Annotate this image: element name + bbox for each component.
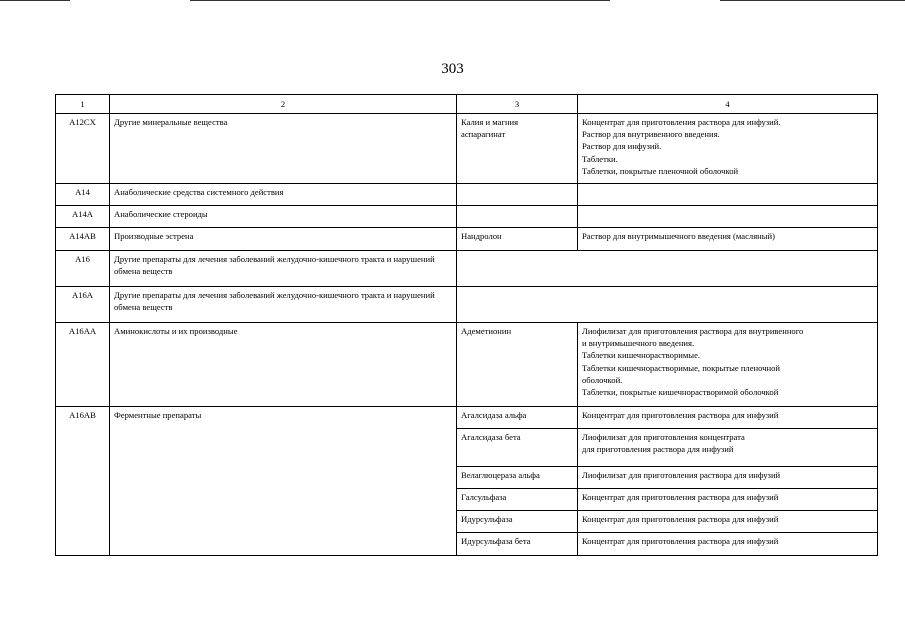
drug-name: Идурсульфаза бета xyxy=(457,533,578,556)
drug-name: Велаглюцераза альфа xyxy=(457,467,578,489)
header-row xyxy=(56,95,878,114)
drug-name-line: Калия и магния xyxy=(461,117,519,127)
group-name: Другие препараты для лечения заболеваний желудочно-кишечного тракта и нарушений обмена веществ xyxy=(110,287,457,323)
table-row xyxy=(56,407,878,429)
empty-merged-cell xyxy=(457,287,878,323)
dosage-form-line: Лиофилизат для приготовления раствора для внутривенного xyxy=(582,326,804,336)
atc-code: A14AB xyxy=(56,228,110,251)
group-name: Другие минеральные вещества xyxy=(110,114,457,184)
atc-code: A16A xyxy=(56,287,110,323)
header-col-1: 1 xyxy=(56,95,110,114)
table-row xyxy=(56,287,878,323)
drug-name: Нандролон xyxy=(457,228,578,251)
dosage-forms xyxy=(578,184,878,206)
atc-code: A16AA xyxy=(56,323,110,407)
drug-name: Агалсидаза альфа xyxy=(457,407,578,429)
dosage-form-line: Таблетки, покрытые кишечнорастворимой оболочкой xyxy=(582,387,779,398)
group-name: Анаболические стероиды xyxy=(110,206,457,228)
table-row xyxy=(56,323,878,407)
atc-code: A16 xyxy=(56,251,110,287)
scan-edge-left xyxy=(0,0,70,1)
dosage-form-line: Лиофилизат для приготовления концентрата xyxy=(582,432,745,442)
dosage-forms xyxy=(578,206,878,228)
dosage-forms: Концентрат для приготовления раствора для инфузий xyxy=(578,489,878,511)
drug-name-line: аспарагинат xyxy=(461,129,506,140)
table-row xyxy=(56,228,878,251)
header-col-3: 3 xyxy=(457,95,578,114)
atc-code: A14A xyxy=(56,206,110,228)
drug-name: Галсульфаза xyxy=(457,489,578,511)
scan-edge-middle xyxy=(190,0,610,1)
drug-registry-table xyxy=(55,94,878,556)
dosage-form-line: оболочкой. xyxy=(582,374,623,385)
page-number: 303 xyxy=(441,61,464,77)
group-name: Анаболические средства системного действия xyxy=(110,184,457,206)
dosage-forms xyxy=(578,429,878,467)
table-row xyxy=(56,184,878,206)
drug-name: Идурсульфаза xyxy=(457,511,578,533)
empty-merged-cell xyxy=(457,251,878,287)
dosage-forms: Концентрат для приготовления раствора для инфузий xyxy=(578,511,878,533)
dosage-form-line: Раствор для инфузий. xyxy=(582,141,662,152)
drug-name: Агалсидаза бета xyxy=(457,429,578,467)
dosage-forms: Концентрат для приготовления раствора для инфузий xyxy=(578,407,878,429)
group-name: Другие препараты для лечения заболеваний желудочно-кишечного тракта и нарушений обмена веществ xyxy=(110,251,457,287)
dosage-form-line: Таблетки, покрытые пленочной оболочкой xyxy=(582,165,739,176)
drug-name xyxy=(457,184,578,206)
dosage-forms: Раствор для внутримышечного введения (масляный) xyxy=(578,228,878,251)
dosage-form-line: Концентрат для приготовления раствора для инфузий. xyxy=(582,117,781,127)
group-name: Производные эстрена xyxy=(110,228,457,251)
dosage-form-line: и внутримышечного введения. xyxy=(582,338,695,349)
dosage-form-line: Таблетки кишечнорастворимые, покрытые пленочной xyxy=(582,362,781,373)
atc-code: A12CX xyxy=(56,114,110,184)
table-row xyxy=(56,114,878,184)
dosage-forms xyxy=(578,323,878,407)
table-row xyxy=(56,206,878,228)
header-col-4: 4 xyxy=(578,95,878,114)
dosage-form-line: Таблетки кишечнорастворимые. xyxy=(582,350,701,361)
dosage-form-line: Раствор для внутривенного введения. xyxy=(582,129,720,140)
header-col-2: 2 xyxy=(110,95,457,114)
dosage-forms xyxy=(578,114,878,184)
drug-name: Адеметионин xyxy=(457,323,578,407)
group-name: Аминокислоты и их производные xyxy=(110,323,457,407)
table-row xyxy=(56,251,878,287)
atc-code: A14 xyxy=(56,184,110,206)
atc-code: A16AB xyxy=(56,407,110,556)
scan-edge-right xyxy=(720,0,905,1)
drug-name xyxy=(457,114,578,184)
drug-name xyxy=(457,206,578,228)
dosage-forms: Концентрат для приготовления раствора для инфузий xyxy=(578,533,878,556)
dosage-form-line: Таблетки. xyxy=(582,153,618,164)
group-name: Ферментные препараты xyxy=(110,407,457,556)
dosage-forms: Лиофилизат для приготовления раствора для инфузий xyxy=(578,467,878,489)
dosage-form-line: для приготовления раствора для инфузий xyxy=(582,444,734,455)
